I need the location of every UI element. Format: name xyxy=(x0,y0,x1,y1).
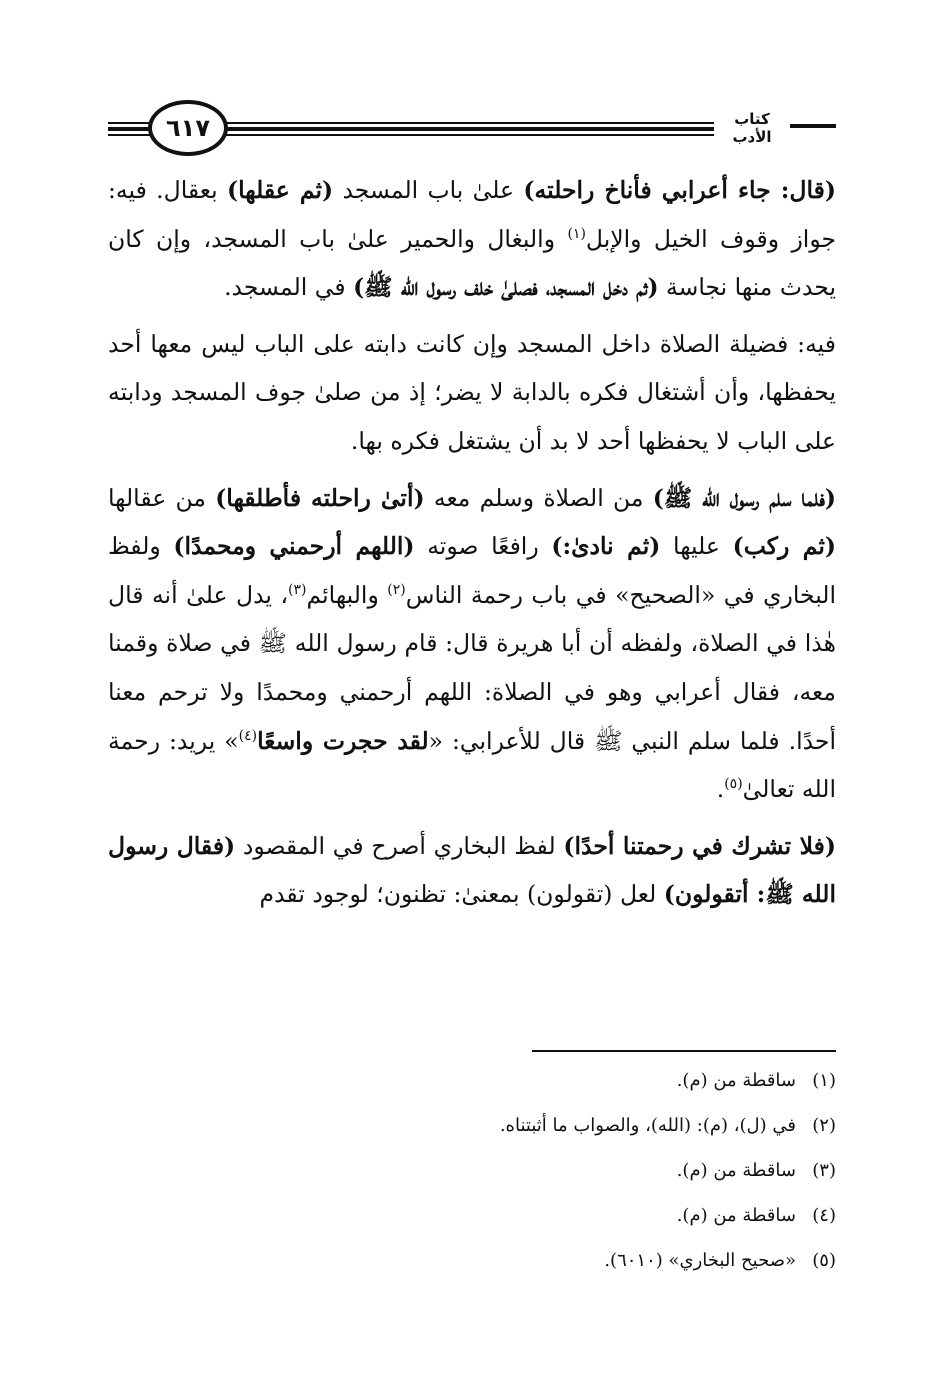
footnote-number: (٤) xyxy=(812,1205,836,1226)
page-number: ٦١٧ xyxy=(166,114,210,142)
footnote xyxy=(108,1246,836,1291)
hadith-text: (فلما سلم رسول الله ﷺ) xyxy=(652,483,836,512)
commentary-text: علىٰ باب المسجد xyxy=(333,176,524,204)
book-title: كتاب الأدب xyxy=(732,110,772,146)
footnote xyxy=(108,1156,836,1201)
commentary-text: والبغال والحمير علىٰ باب المسجد، وإن كان يحدث منها نجاسة xyxy=(108,224,836,302)
header-rule xyxy=(224,134,714,136)
footnote-text: «صحيح البخاري» (٦٠١٠). xyxy=(604,1250,796,1271)
commentary-text: والبهائم xyxy=(306,580,388,609)
footnote-ref: (٤) xyxy=(238,727,258,744)
commentary-text: ، يدل علىٰ أنه قال هٰذا في الصلاة، ولفظه أن أبا هريرة قال: قام رسول الله ﷺ في صلاة وقمنا معه، فقال أعرابي وهو في الصلاة: اللهم أرحمني ومحمدًا ولا ترحم معنا أحدًا. فلما سلم النبي ﷺ قال للأعرابي: « xyxy=(108,580,836,755)
hadith-text: (قال: جاء أعرابي فأناخ راحلته) xyxy=(523,176,836,204)
footnote-number: (٥) xyxy=(812,1250,836,1271)
page-number-oval xyxy=(148,100,228,156)
footnote-number: (٣) xyxy=(812,1160,836,1181)
footnote-text: ساقطة من (م). xyxy=(676,1160,796,1181)
commentary-text: رافعًا صوته xyxy=(414,532,552,561)
hadith-text: (ثم نادىٰ:) xyxy=(551,532,661,561)
paragraph xyxy=(108,474,836,814)
commentary-text: من الصلاة وسلم معه xyxy=(424,483,653,512)
footnote-number: (١) xyxy=(812,1070,836,1091)
hadith-text: لقد حجرت واسعًا xyxy=(257,726,429,755)
commentary-text: عليها xyxy=(660,532,733,561)
footnote-text: ساقطة من (م). xyxy=(676,1070,796,1091)
hadith-text: (ثم عقلها) xyxy=(226,176,334,204)
paragraph xyxy=(108,166,836,312)
footnote xyxy=(108,1111,836,1156)
commentary-text: من عقالها xyxy=(108,483,216,512)
commentary-text: . xyxy=(716,775,725,804)
commentary-text: لعل (تقولون) بمعنىٰ: تظنون؛ لوجود تقدم xyxy=(259,880,664,909)
commentary-text: في المسجد. xyxy=(224,273,354,302)
main-text xyxy=(108,166,836,927)
footnote xyxy=(108,1066,836,1111)
page-header xyxy=(108,96,836,160)
hadith-text: (اللهم أرحمني ومحمدًا) xyxy=(173,532,415,561)
hadith-text: (ثم دخل المسجد، فصلىٰ خلف رسول الله ﷺ) xyxy=(353,273,659,302)
commentary-text: لفظ البخاري أصرح في المقصود xyxy=(235,831,564,860)
footnote-number: (٢) xyxy=(812,1115,836,1136)
footnote-text: ساقطة من (م). xyxy=(676,1205,796,1226)
header-rule xyxy=(224,127,714,131)
commentary-text: ولفظ البخاري في «الصحيح» في باب رحمة الناس xyxy=(108,532,836,609)
hadith-text: (أتىٰ راحلته فأطلقها) xyxy=(215,483,425,512)
paragraph xyxy=(108,320,836,466)
commentary-text: فيه: فضيلة الصلاة داخل المسجد وإن كانت دابته على الباب ليس معها أحد يحفظها، وأن أشتغال فكره بالدابة لا يضر؛ إذ من صلىٰ جوف المسجد ودابته على الباب لا يحفظها أحد لا بد أن يشتغل فكره بها. xyxy=(108,329,836,455)
commentary-text: » يريد: رحمة الله تعالىٰ xyxy=(108,726,836,804)
header-rule xyxy=(108,134,154,136)
hadith-text: (ثم ركب) xyxy=(732,532,836,561)
footnote-ref: (٣) xyxy=(288,581,307,598)
commentary-text: بعقال. فيه: جواز وقوف الخيل والإبل xyxy=(108,176,837,253)
hadith-text: (فلا تشرك في رحمتنا أحدًا) xyxy=(563,831,836,860)
footnote-ref: (١) xyxy=(567,225,586,242)
footnote xyxy=(108,1201,836,1246)
footnote-text: في (ل)، (م): (الله)، والصواب ما أثبتناه. xyxy=(499,1115,796,1136)
hadith-text: (فقال رسول الله ﷺ: أتقولون) xyxy=(108,831,836,909)
footnote-ref: (٢) xyxy=(387,581,406,598)
paragraph xyxy=(108,822,836,919)
footnotes xyxy=(108,1066,836,1291)
header-rule xyxy=(108,122,154,124)
footnote-separator xyxy=(532,1050,836,1052)
header-rule xyxy=(224,122,714,124)
footnote-ref: (٥) xyxy=(724,776,743,793)
header-rule xyxy=(790,124,836,128)
